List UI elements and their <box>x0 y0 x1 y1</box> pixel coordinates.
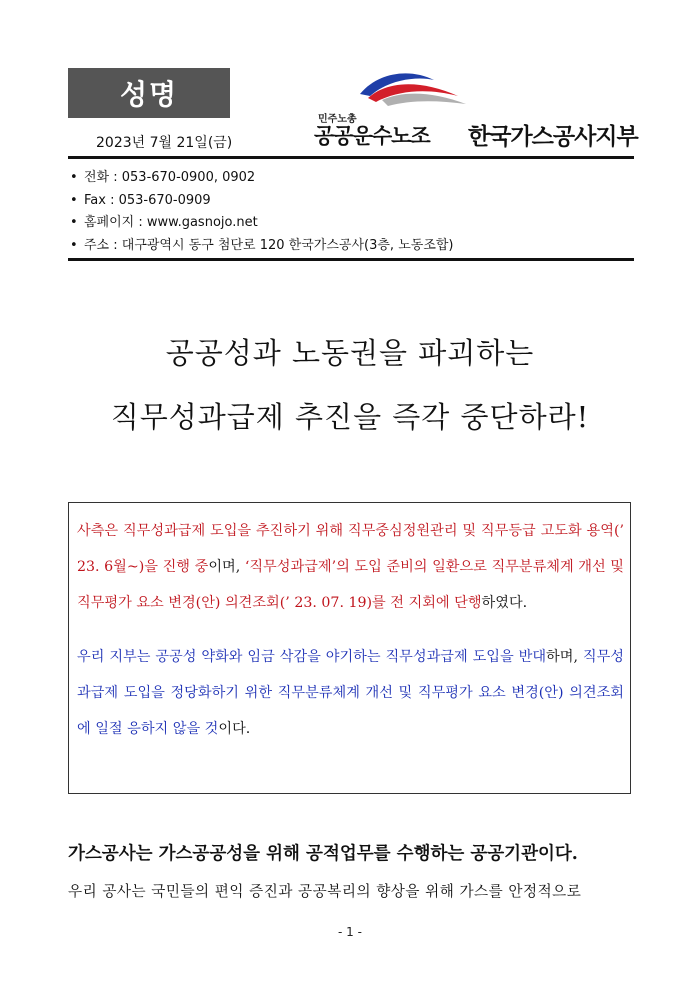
summary-paragraph-2 <box>77 639 624 747</box>
summary-text: 우리 지부는 공공성 약화와 임금 삭감을 야기하는 직무성과급제 도입을 반대 <box>77 649 547 665</box>
contact-fax <box>70 190 454 213</box>
contact-address <box>70 235 454 258</box>
logo-branch-name: 한국가스공사지부 <box>468 124 638 150</box>
section-heading: 가스공사는 가스공공성을 위해 공적업무를 수행하는 공공기관이다. <box>68 844 578 864</box>
union-logo-icon <box>318 66 468 112</box>
contact-homepage <box>70 212 454 235</box>
contact-text[interactable]: 홈페이지 : www.gasnojo.net <box>84 215 258 230</box>
contact-text: 주소 : 대구광역시 동구 첨단로 120 한국가스공사(3층, 노동조합) <box>84 237 454 253</box>
summary-text: 사측은 직무성과급제 도입을 추진하기 위해 직무중심정원관리 및 직무등급 고도화 용역(’ 23. 6월~)을 진행 중 <box>77 523 624 575</box>
page-number: - 1 - <box>338 925 362 939</box>
contact-rule <box>68 258 634 261</box>
bullet-icon: • <box>70 170 78 185</box>
summary-text: 하며, <box>546 649 583 665</box>
summary-text: 하였다. <box>481 595 528 611</box>
header-rule <box>68 156 634 159</box>
bullet-icon: • <box>70 237 78 253</box>
summary-text: 이며, <box>208 559 245 575</box>
summary-box <box>68 502 631 794</box>
statement-date: 2023년 7월 21일(금) <box>96 135 233 151</box>
bullet-icon: • <box>70 215 78 230</box>
logo-union-name: 공공운수노조 <box>314 124 430 148</box>
summary-paragraph-1 <box>77 513 624 621</box>
page-title-line-2: 직무성과급제 추진을 즉각 중단하라! <box>110 400 590 434</box>
section-body: 우리 공사는 국민들의 편익 증진과 공공복리의 향상을 위해 가스를 안정적으로 <box>68 883 582 900</box>
contact-list <box>70 167 454 257</box>
contact-text: Fax : 053-670-0909 <box>84 192 211 208</box>
statement-badge: 성명 <box>68 68 230 118</box>
summary-text: 직무성과급제 도입을 정당화하기 위한 직무분류체계 개선 및 직무평가 요소 변경(안) 의견조회에 일절 응하지 않을 것 <box>77 649 625 737</box>
contact-text: 전화 : 053-670-0900, 0902 <box>84 170 256 185</box>
page-title-line-1: 공공성과 노동권을 파괴하는 <box>165 336 535 370</box>
summary-text: 이다. <box>218 721 251 737</box>
logo-small-text: 민주노총 <box>318 114 357 125</box>
contact-phone <box>70 167 454 190</box>
summary-text: ‘직무성과급제’의 도입 준비의 일환으로 직무분류체계 개선 및 직무평가 요소 변경(안) 의견조회(’ 23. 07. 19)를 전 지회에 단행 <box>77 559 624 611</box>
bullet-icon: • <box>70 192 78 208</box>
